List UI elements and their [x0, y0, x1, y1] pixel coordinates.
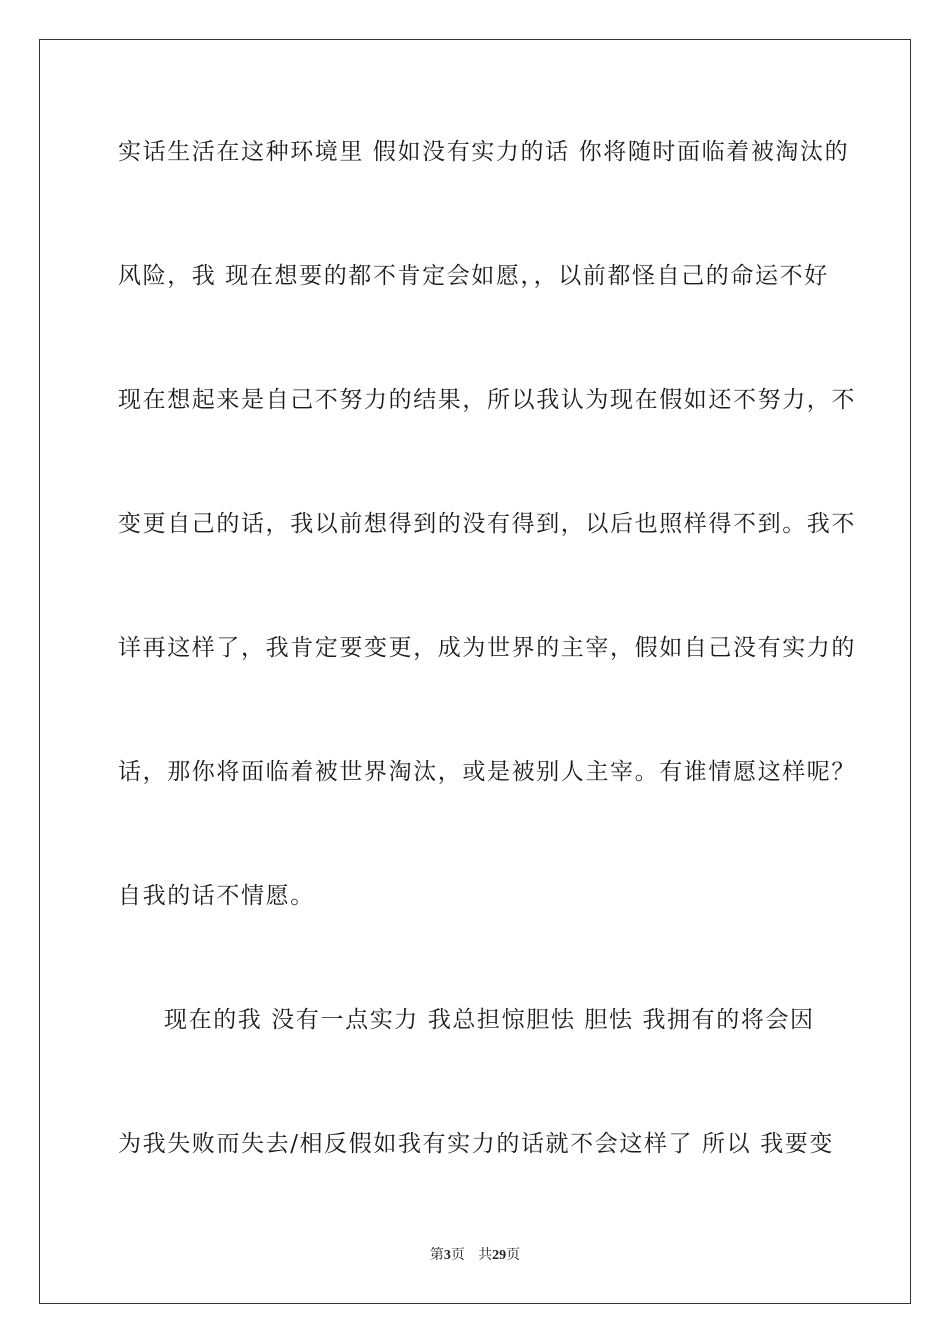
- total-prefix: 共: [478, 1247, 493, 1263]
- body-line-9: 为我失败而失去/相反假如我有实力的话就不会这样了 所以 我要变: [118, 1131, 834, 1157]
- body-line-2: 风险，我 现在想要的都不肯定会如愿，，以前都怪自己的命运不好: [118, 263, 829, 289]
- page-number-footer: [0, 1245, 950, 1266]
- page-suffix: 页: [450, 1247, 465, 1263]
- body-line-6: 话，那你将面临着被世界淘汰，或是被别人主宰。有谁情愿这样呢？: [118, 759, 856, 785]
- current-page-number: 3: [443, 1248, 451, 1263]
- total-page-count: 29: [492, 1248, 507, 1263]
- body-line-7: 自我的话不情愿。: [118, 883, 315, 909]
- page-prefix: 第: [429, 1247, 444, 1263]
- page-border: [39, 39, 911, 1304]
- body-line-3: 现在想起来是自己不努力的结果，所以我认为现在假如还不努力，不: [118, 387, 856, 413]
- total-suffix: 页: [506, 1247, 521, 1263]
- body-line-1: 实话生活在这种环境里 假如没有实力的话 你将随时面临着被淘汰的: [118, 139, 850, 165]
- body-line-4: 变更自己的话，我以前想得到的没有得到，以后也照样得不到。我不: [118, 511, 856, 537]
- body-line-8: 现在的我 没有一点实力 我总担惊胆怯 胆怯 我拥有的将会因: [164, 1007, 815, 1033]
- body-line-5: 详再这样了，我肯定要变更，成为世界的主宰，假如自己没有实力的: [118, 635, 856, 661]
